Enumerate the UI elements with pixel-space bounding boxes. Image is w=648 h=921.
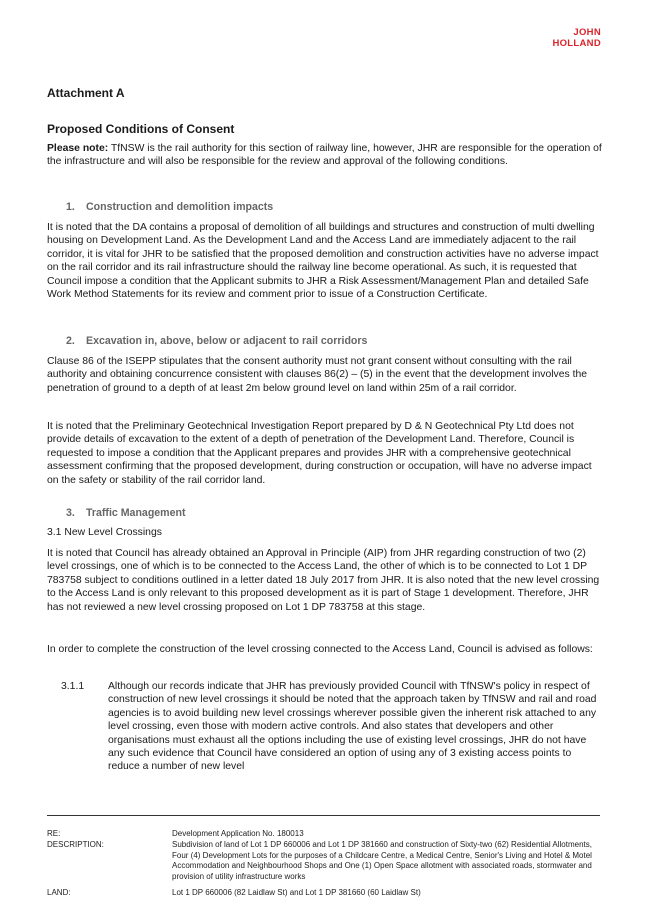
list-item-number: 3.1.1 — [61, 681, 85, 692]
section-2-title: Excavation in, above, below or adjacent to rail corridors — [86, 335, 368, 347]
section-3-text-1: It is noted that Council has already obtained an Approval in Principle (AIP) from JHR regarding construction of two (2) level crossings, one of which is to be connected to the Access Land, the other of which is to be connected to Lot 1 DP 783758 subject to conditions outlined in a letter dated 18 July 2017 from JHR. It is also noted that the new level crossing to the Access Land is only relevant to this proposed development as it is part of Stage 1 development. Therefore, JHR has not reviewed a new level crossing proposed on Lot 1 DP 783758 at this stage. — [47, 548, 600, 613]
section-2-paragraph-2 — [47, 420, 602, 487]
john-holland-logo — [552, 27, 601, 49]
section-2-text-2: It is noted that the Preliminary Geotechnical Investigation Report prepared by D & N Geotechnical Pty Ltd does not provide details of excavation to the extent of a depth of penetration of the Development Land. Therefore, Council is requested to impose a condition that the Applicant prepares and provides JHR with a comprehensive geotechnical assessment confirming that the proposed development, during construction or occupation, will have no adverse impact on the safety or stability of the rail corridor land. — [47, 421, 592, 486]
section-3-title: Traffic Management — [86, 507, 186, 519]
section-2-text-1: Clause 86 of the ISEPP stipulates that the consent authority must not grant consent without consulting with the rail authority and obtaining concurrence consistent with clauses 86(2) – (5) in the event that the development involves the penetration of ground to a depth of at least 2m below ground level on land within 25m of a rail corridor. — [47, 356, 588, 394]
section-2-number: 2. — [66, 335, 75, 347]
subsection-3-1-heading: 3.1 New Level Crossings — [47, 527, 162, 538]
logo-line-1: JOHN — [573, 27, 601, 38]
section-1-number: 1. — [66, 201, 75, 213]
footer-land-label: LAND: — [47, 888, 71, 897]
section-3-paragraph-2 — [47, 643, 602, 656]
section-1-paragraph — [47, 221, 602, 301]
footer-re-value: Development Application No. 180013 — [172, 829, 304, 838]
please-note-label: Please note: — [47, 143, 109, 154]
section-2-paragraph-1 — [47, 355, 602, 395]
footer-description-value: Subdivision of land of Lot 1 DP 660006 and Lot 1 DP 381660 and construction of Sixty-two (62) Residential Allotments, Four (4) Development Lots for the purposes of a Childcare Centre, a Medical Centre, Senior's Living and Hotel & Motel Accommodation and Neighbourhood Shops and One (1) Open Space allotment with associated roads, stormwater and provision of utility infrastructure works — [172, 840, 592, 881]
section-2-heading — [66, 335, 367, 348]
footer-description-label: DESCRIPTION: — [47, 840, 104, 849]
footer-land-value: Lot 1 DP 660006 (82 Laidlaw St) and Lot 1 DP 381660 (60 Laidlaw St) — [172, 888, 421, 897]
please-note-paragraph — [47, 142, 602, 169]
section-3-text-2: In order to complete the construction of the level crossing connected to the Access Land, Council is advised as follows: — [47, 644, 593, 655]
section-3-number: 3. — [66, 507, 75, 519]
proposed-conditions-heading: Proposed Conditions of Consent — [47, 122, 235, 136]
please-note-text: TfNSW is the rail authority for this section of railway line, however, JHR are responsible for the operation of the infrastructure and will also be responsible for the review and approval of the following conditions. — [47, 143, 602, 168]
footer-re-label: RE: — [47, 829, 61, 838]
section-1-text: It is noted that the DA contains a proposal of demolition of all buildings and structures and construction of multi dwelling housing on Development Land. As the Development Land and the Access Land are immediately adjacent to the rail corridor, it is vital for JHR to be satisfied that the proposed demolition and construction activities have no adverse impact on the rail corridor and its rail infrastructure should the railway line become operational. As such, it is requested that Council impose a condition that the Applicant submits to JHR a Risk Assessment/Management Plan and detailed Safe Work Method Statements for its review and comment prior to issue of a Construction Certificate. — [47, 222, 599, 301]
section-1-heading — [66, 201, 273, 214]
section-3-paragraph-1 — [47, 547, 602, 614]
list-item-text: Although our records indicate that JHR has previously provided Council with TfNSW's policy in respect of construction of new level crossings it should be noted that the approach taken by TfNSW and rail and road agencies is to avoid building new level crossings wherever possible given the inherent risk attached to any level crossing, even those with modern active controls. And also states that developers and other organisations must exhaust all the options including the use of existing level crossings, JHR do not have any such evidence that Council have considered an option of using any of 3 existing access points to reduce a number of new level — [108, 681, 597, 773]
section-3-heading — [66, 507, 186, 520]
attachment-heading: Attachment A — [47, 86, 125, 100]
section-1-title: Construction and demolition impacts — [86, 201, 274, 213]
footer-divider — [47, 815, 600, 816]
logo-line-2: HOLLAND — [552, 38, 601, 49]
